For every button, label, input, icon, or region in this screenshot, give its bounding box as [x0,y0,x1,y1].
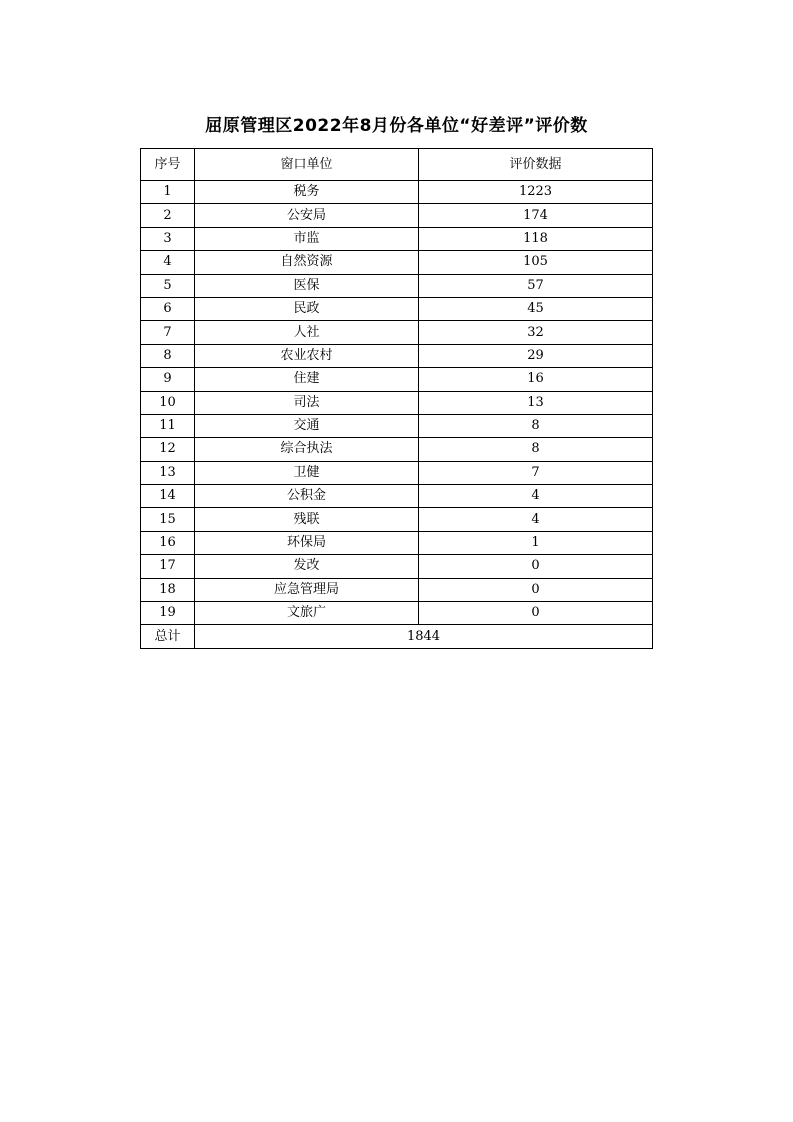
cell-unit: 民政 [195,297,419,320]
cell-count: 45 [419,297,653,320]
total-row [141,625,653,648]
cell-serial-no: 9 [141,368,195,391]
cell-serial-no: 16 [141,531,195,554]
document-title: 屈原管理区2022年8月份各单位“好差评”评价数 [205,116,588,136]
cell-unit: 综合执法 [195,438,419,461]
cell-serial-no: 6 [141,297,195,320]
cell-serial-no: 19 [141,602,195,625]
cell-count: 118 [419,227,653,250]
header-serial-no: 序号 [141,149,195,181]
table-row [141,297,653,320]
cell-unit: 发改 [195,555,419,578]
table-row [141,485,653,508]
cell-serial-no: 10 [141,391,195,414]
cell-serial-no: 1 [141,181,195,204]
cell-count: 1223 [419,181,653,204]
table-row [141,508,653,531]
cell-unit: 司法 [195,391,419,414]
cell-unit: 残联 [195,508,419,531]
cell-unit: 农业农村 [195,344,419,367]
cell-count: 1 [419,531,653,554]
table-header-row [141,149,653,181]
cell-unit: 医保 [195,274,419,297]
table-row [141,251,653,274]
cell-unit: 卫健 [195,461,419,484]
cell-unit: 市监 [195,227,419,250]
table-body [141,181,653,649]
cell-count: 4 [419,508,653,531]
table-row [141,578,653,601]
cell-serial-no: 8 [141,344,195,367]
cell-serial-no: 17 [141,555,195,578]
cell-unit: 文旅广 [195,602,419,625]
cell-count: 174 [419,204,653,227]
cell-unit: 自然资源 [195,251,419,274]
cell-count: 7 [419,461,653,484]
cell-serial-no: 7 [141,321,195,344]
cell-count: 57 [419,274,653,297]
table-row [141,555,653,578]
cell-count: 4 [419,485,653,508]
header-window-unit: 窗口单位 [195,149,419,181]
table-row [141,461,653,484]
cell-count: 16 [419,368,653,391]
cell-serial-no: 14 [141,485,195,508]
total-label: 总计 [141,625,195,648]
cell-unit: 住建 [195,368,419,391]
table-row [141,204,653,227]
table-row [141,274,653,297]
table-row [141,227,653,250]
cell-count: 32 [419,321,653,344]
cell-serial-no: 4 [141,251,195,274]
cell-count: 13 [419,391,653,414]
cell-unit: 应急管理局 [195,578,419,601]
cell-count: 29 [419,344,653,367]
table-row [141,181,653,204]
total-value: 1844 [195,625,653,648]
cell-unit: 交通 [195,414,419,437]
header-evaluation-data: 评价数据 [419,149,653,181]
cell-serial-no: 12 [141,438,195,461]
cell-serial-no: 11 [141,414,195,437]
cell-unit: 公安局 [195,204,419,227]
table-row [141,321,653,344]
table-row [141,344,653,367]
cell-count: 0 [419,555,653,578]
cell-count: 0 [419,602,653,625]
table-row [141,414,653,437]
cell-count: 8 [419,414,653,437]
cell-serial-no: 5 [141,274,195,297]
cell-serial-no: 18 [141,578,195,601]
cell-serial-no: 2 [141,204,195,227]
cell-unit: 环保局 [195,531,419,554]
cell-unit: 公积金 [195,485,419,508]
table-row [141,531,653,554]
cell-unit: 税务 [195,181,419,204]
evaluation-table [140,148,653,649]
table-row [141,391,653,414]
cell-serial-no: 15 [141,508,195,531]
cell-count: 0 [419,578,653,601]
table-row [141,368,653,391]
table-row [141,602,653,625]
table-row [141,438,653,461]
cell-count: 105 [419,251,653,274]
cell-serial-no: 3 [141,227,195,250]
cell-unit: 人社 [195,321,419,344]
cell-serial-no: 13 [141,461,195,484]
cell-count: 8 [419,438,653,461]
